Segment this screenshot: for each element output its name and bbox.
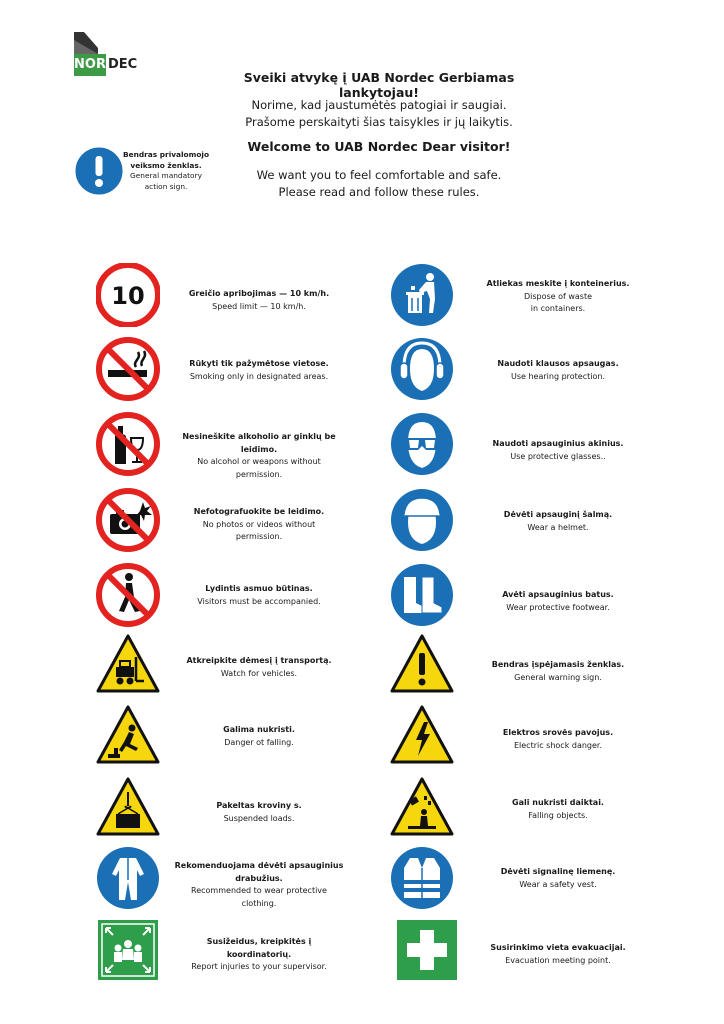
caption-injuries: Susižeidus, kreipkitės į koordinatorių. Report injuries to your supervisor. — [191, 937, 327, 971]
caption-no-smoking: Rūkyti tik pažymėtose vietose. Smoking only in designated areas. — [189, 359, 329, 381]
caption-no-photos: Nefotografuokite be leidimo. No photos or videos without permission. — [193, 507, 325, 541]
caption-no-alcohol: Nesineškite alkoholio ar ginklų be leidimo. No alcohol or weapons without permission. — [182, 432, 336, 479]
assembly-point-icon — [96, 918, 160, 982]
hearing-protection-icon — [390, 337, 454, 401]
caption-falling: Galima nukristi. Danger ot falling. — [223, 725, 295, 747]
intro-en-1: We want you to feel comfortable and safe. — [256, 168, 502, 182]
svg-text:10: 10 — [111, 282, 145, 310]
title-en: Welcome to UAB Nordec Dear visitor! — [247, 139, 511, 154]
caption-footwear: Avėti apsauginius batus. Wear protective footwear. — [502, 590, 614, 612]
protective-clothing-icon — [96, 846, 160, 910]
intro-lt-2: Prašome perskaityti šias taisykles ir jų laikytis. — [245, 115, 513, 129]
logo-text-green: NOR — [74, 54, 106, 76]
caption-vest: Dėvėti signalinę liemenę. Wear a safety vest. — [500, 867, 616, 889]
speed-limit-icon — [96, 263, 160, 327]
nordec-logo — [74, 32, 160, 76]
caption-falling-objects: Gali nukristi daiktai. Falling objects. — [512, 798, 604, 820]
caption-helmet: Dėvėti apsauginį šalmą. Wear a helmet. — [503, 510, 613, 532]
caption-suspended: Pakeltas kroviny s. Suspended loads. — [216, 801, 302, 823]
safety-vest-icon — [390, 846, 454, 910]
caption-glasses: Naudoti apsauginius akinius. Use protective glasses.. — [492, 439, 624, 461]
electric-shock-icon — [390, 704, 454, 768]
no-photos-icon — [96, 488, 160, 552]
suspended-load-icon — [96, 776, 160, 840]
no-smoking-icon — [96, 337, 160, 401]
caption-hearing: Naudoti klausos apsaugas. Use hearing protection. — [497, 359, 619, 381]
caption-evacuation: Susirinkimo vieta evakuacijai. Evacuation meeting point. — [490, 943, 626, 965]
caption-electric: Elektros srovės pavojus. Electric shock danger. — [502, 728, 614, 750]
falling-objects-icon — [390, 776, 454, 840]
general-warning-icon — [390, 633, 454, 697]
falling-warning-icon — [96, 704, 160, 768]
title-lt: Sveiki atvykę į UAB Nordec Gerbiamas lankytojau! — [243, 70, 515, 100]
logo-mark-icon — [74, 32, 98, 54]
intro-lt-1: Norime, kad jaustumėtės patogiai ir saugiai. — [251, 98, 507, 112]
caption-general-warning: Bendras įspėjamasis ženklas. General warning sign. — [491, 660, 625, 682]
dispose-waste-icon — [390, 263, 454, 327]
caption-dispose-waste: Atliekas meskite į konteinerius. Dispose of waste in containers. — [486, 279, 630, 313]
caption-accompanied: Lydintis asmuo būtinas. Visitors must be accompanied. — [197, 584, 321, 606]
mandatory-caption: Bendras privalomojo veiksmo ženklas. General mandatory action sign. — [122, 150, 210, 191]
no-alcohol-icon — [96, 412, 160, 476]
protective-glasses-icon — [390, 412, 454, 476]
general-mandatory-icon — [74, 146, 124, 196]
protective-footwear-icon — [390, 563, 454, 627]
no-unaccompanied-icon — [96, 563, 160, 627]
intro-en-2: Please read and follow these rules. — [278, 185, 480, 199]
caption-speed-limit: Greičio apribojimas — 10 km/h. Speed limit — 10 km/h. — [188, 289, 330, 311]
logo-text-dark: DEC — [108, 57, 138, 72]
caption-clothing: Rekomenduojama dėvėti apsauginius drabužius. Recommended to wear protective clothing. — [174, 861, 344, 908]
forklift-warning-icon — [96, 633, 160, 697]
first-aid-icon — [395, 918, 459, 982]
helmet-icon — [390, 488, 454, 552]
caption-vehicles: Atkreipkite dėmesį į transportą. Watch for vehicles. — [186, 656, 332, 678]
